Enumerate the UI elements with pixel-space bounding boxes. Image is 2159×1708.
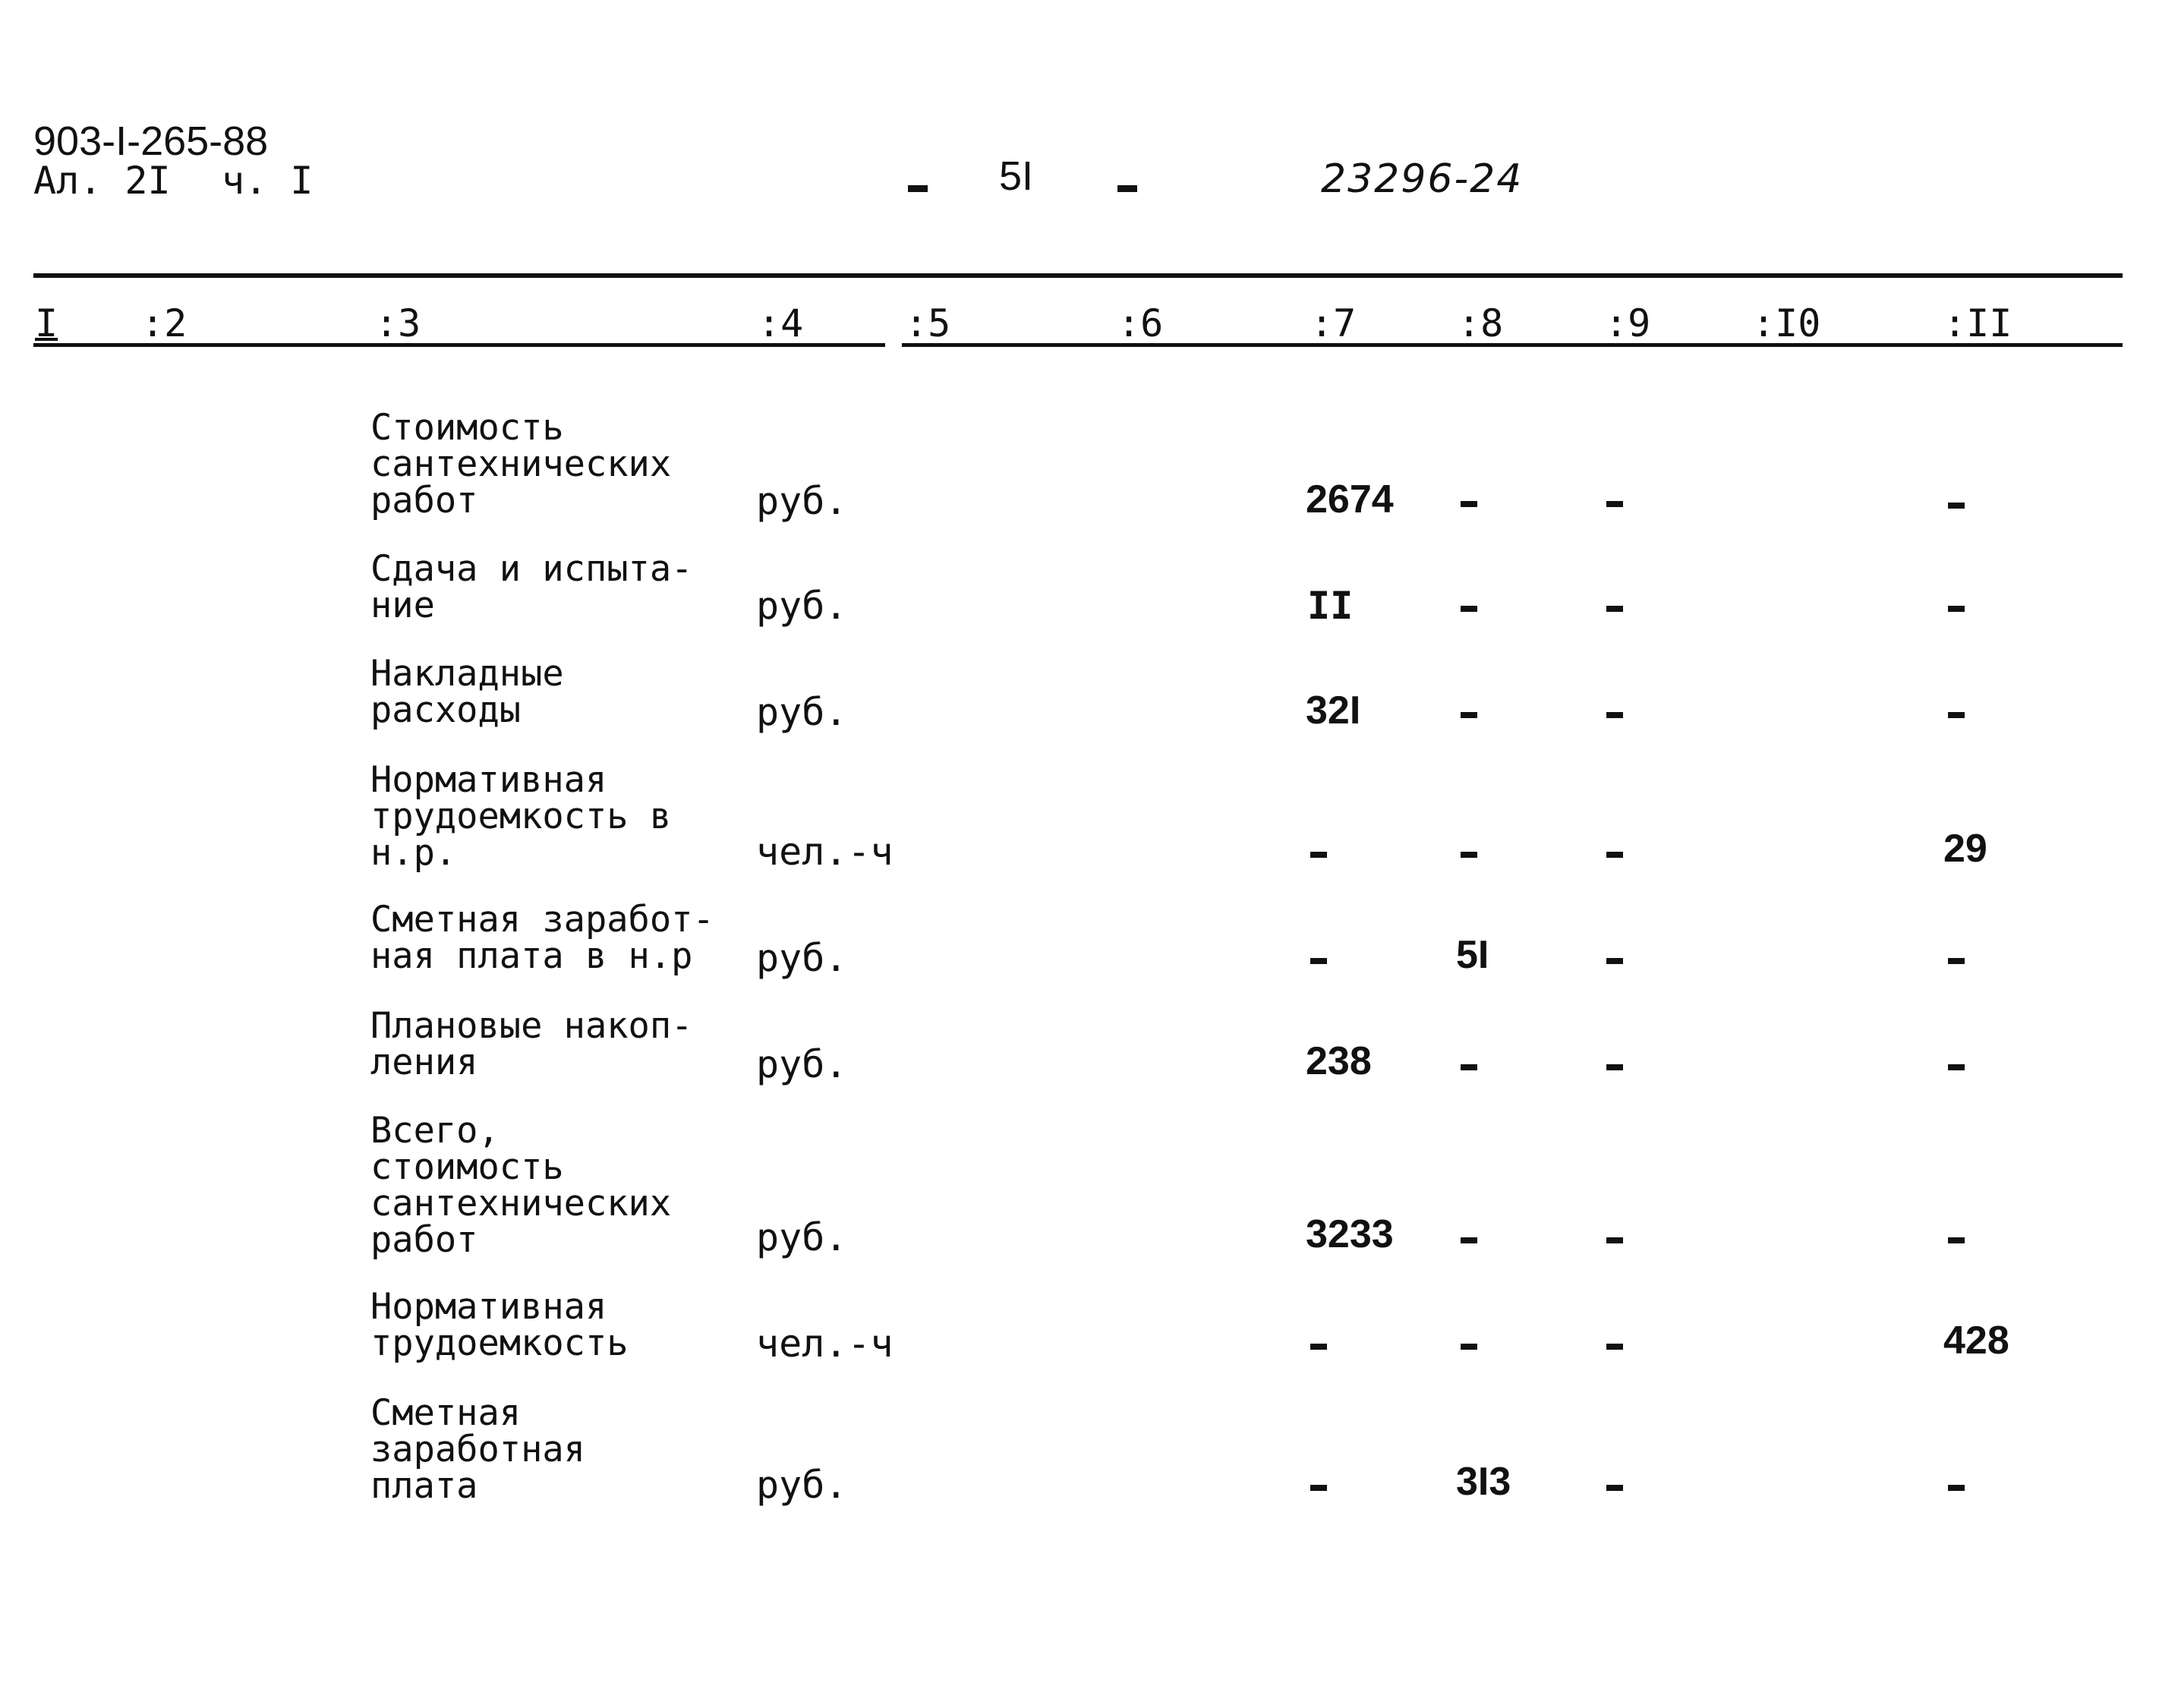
column-header-4: :4: [758, 301, 804, 345]
table-row-col9-dash: [1606, 606, 1623, 612]
table-row-col8-dash: [1461, 1064, 1477, 1070]
column-header-1: I: [35, 301, 58, 345]
table-row-description: Стоимость сантехнических работ: [370, 407, 672, 522]
table-row-description: Сдача и испыта- ние: [370, 548, 693, 626]
column-header-3: :3: [375, 301, 421, 345]
table-row-col9-dash: [1606, 712, 1623, 718]
table-row-col11-dash: [1948, 606, 1965, 612]
table-row-col11-dash: [1948, 958, 1965, 964]
table-row-col11-dash: [1948, 712, 1965, 718]
column-header-6: :6: [1117, 301, 1164, 345]
table-row-col8-dash: [1461, 1237, 1477, 1243]
page-number: 5I: [999, 153, 1034, 199]
table-row-col11-dash: [1948, 503, 1965, 509]
inventory-number: 23296-24: [1321, 156, 1524, 202]
table-row-col9-dash: [1606, 501, 1623, 507]
table-row-col9-dash: [1606, 1485, 1623, 1491]
table-row-col7-dash: [1310, 1485, 1327, 1491]
table-row-col9-dash: [1606, 852, 1623, 858]
table-row-description: Нормативная трудоемкость в н.р.: [370, 759, 672, 874]
table-row-col11-dash: [1948, 1237, 1965, 1243]
table-row-description: Сметная заработ- ная плата в н.р: [370, 899, 714, 977]
table-row-col9-dash: [1606, 1344, 1623, 1350]
document-code: 903-I-265-88: [33, 118, 269, 164]
table-row-col8-dash: [1461, 1344, 1477, 1350]
table-row-unit: руб.: [756, 1463, 848, 1507]
column-header-8: :8: [1458, 301, 1504, 345]
page-dash-right: [1117, 185, 1137, 192]
table-row-col9-dash: [1606, 958, 1623, 964]
table-row-col8-dash: [1461, 712, 1477, 718]
table-row-description: Плановые накоп- ления: [370, 1005, 693, 1083]
table-row-col7: 32I: [1306, 689, 1361, 733]
table-row-col7: 238: [1306, 1039, 1372, 1083]
table-row-col8-dash: [1461, 606, 1477, 612]
table-row-col8: 3I3: [1456, 1460, 1511, 1504]
table-row-unit: руб.: [756, 690, 848, 734]
table-row-unit: руб.: [756, 1215, 848, 1259]
column-header-7: :7: [1310, 301, 1357, 345]
table-row-description: Накладные расходы: [370, 653, 564, 731]
table-row-col11-dash: [1948, 1485, 1965, 1491]
column-header-10: :I0: [1752, 301, 1821, 345]
table-header-rule-right: [902, 343, 2123, 347]
column-header-2: :2: [141, 301, 188, 345]
part-label: ч. I: [222, 159, 314, 203]
column-header-5: :5: [905, 301, 951, 345]
table-row-col8: 5I: [1456, 933, 1489, 977]
table-row-unit: руб.: [756, 936, 848, 980]
table-row-unit: чел.-ч: [756, 1322, 894, 1366]
sheet-label: Ал. 2I: [33, 159, 171, 203]
table-row-description: Всего, стоимость сантехнических работ: [370, 1110, 672, 1261]
table-row-col7-dash: [1310, 852, 1327, 858]
table-row-col7-dash: [1310, 958, 1327, 964]
table-row-col9-dash: [1606, 1237, 1623, 1243]
table-row-unit: руб.: [756, 584, 848, 628]
table-row-unit: чел.-ч: [756, 830, 894, 874]
table-row-col9-dash: [1606, 1064, 1623, 1070]
table-row-description: Сметная заработная плата: [370, 1392, 585, 1507]
table-row-unit: руб.: [756, 479, 848, 523]
table-row-col7: II: [1307, 584, 1354, 628]
table-row-col8-dash: [1461, 501, 1477, 507]
table-row-col11: 428: [1943, 1319, 2009, 1363]
table-row-unit: руб.: [756, 1042, 848, 1086]
table-row-description: Нормативная трудоемкость: [370, 1286, 629, 1364]
table-row-col8-dash: [1461, 852, 1477, 858]
column-header-11: :II: [1943, 301, 2012, 345]
table-row-col11: 29: [1943, 827, 1987, 871]
table-row-col7: 2674: [1306, 477, 1394, 522]
table-row-col7: 3233: [1306, 1212, 1394, 1256]
column-header-9: :9: [1605, 301, 1651, 345]
table-top-rule: [33, 273, 2123, 278]
table-row-col11-dash: [1948, 1064, 1965, 1070]
page-dash-left: [908, 185, 928, 192]
table-row-col7-dash: [1310, 1344, 1327, 1350]
